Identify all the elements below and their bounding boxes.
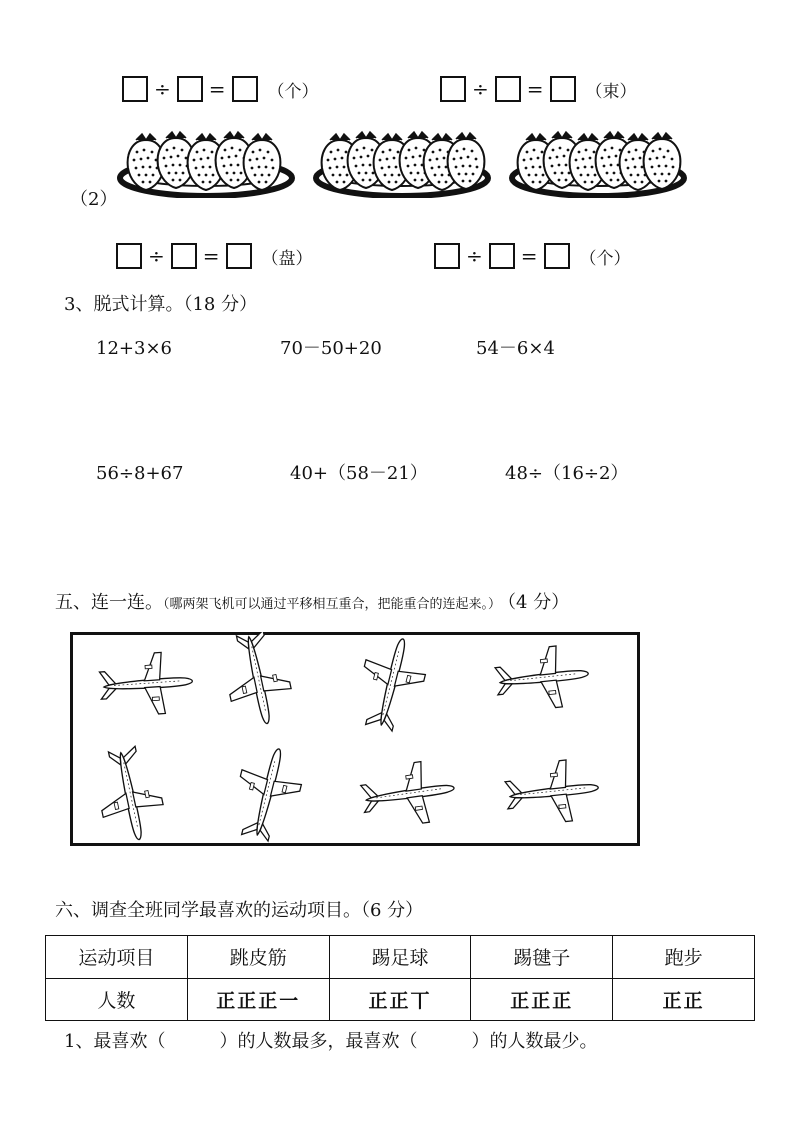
answer-box[interactable] <box>489 243 515 269</box>
section5-heading-row <box>55 594 569 612</box>
section6-heading: 六、调查全班同学最喜欢的运动项目。（6 分） <box>55 900 424 921</box>
airplane-1[interactable] <box>98 650 194 717</box>
section5-heading: 五、连一连。 <box>55 592 163 613</box>
problem-5: 40+（58－21） <box>290 463 428 484</box>
problem-2: 70－50+20 <box>280 338 382 359</box>
problem-3: 54－6×4 <box>476 338 555 359</box>
divide-sign: ÷ <box>154 77 171 101</box>
airplane-5[interactable] <box>90 743 169 846</box>
answer-box[interactable] <box>550 76 576 102</box>
row-label-cell: 人数 <box>46 978 188 1021</box>
tally-cell: 正正丅 <box>329 978 471 1021</box>
airplane-7[interactable] <box>359 758 459 831</box>
division-equation-3 <box>116 243 313 269</box>
equals-sign: = <box>202 244 220 268</box>
plate-2 <box>316 132 488 196</box>
survey-table <box>45 935 755 1021</box>
airplane-3[interactable] <box>351 632 433 736</box>
tally-cell: 正正 <box>613 978 755 1021</box>
sport-cell: 跑步 <box>613 936 755 979</box>
equals-sign: = <box>520 244 538 268</box>
divide-sign: ÷ <box>472 77 489 101</box>
answer-box[interactable] <box>440 76 466 102</box>
plate-1 <box>120 132 292 196</box>
airplane-4[interactable] <box>493 643 591 713</box>
answer-box[interactable] <box>116 243 142 269</box>
answer-box[interactable] <box>177 76 203 102</box>
section5-instruction: （哪两架飞机可以通过平移相互重合，把能重合的连起来。） <box>163 597 502 612</box>
unit-label: （束） <box>585 81 637 102</box>
equals-sign: = <box>526 77 544 101</box>
equals-sign: = <box>208 77 226 101</box>
answer-box[interactable] <box>171 243 197 269</box>
section6-question1: 1、最喜欢（ ）的人数最多，最喜欢（ ）的人数最少。 <box>64 1031 598 1052</box>
strawberry-plates <box>110 118 710 198</box>
airplane-8[interactable] <box>503 757 601 827</box>
division-equation-2 <box>440 76 637 102</box>
divide-sign: ÷ <box>466 244 483 268</box>
table-row <box>46 978 755 1021</box>
section5-score: （4 分） <box>507 592 570 613</box>
plate-3 <box>512 132 684 196</box>
header-cell: 运动项目 <box>46 936 188 979</box>
answer-box[interactable] <box>232 76 258 102</box>
tally-cell: 正正正一 <box>187 978 329 1021</box>
unit-label: （盘） <box>261 248 313 269</box>
airplanes <box>70 632 640 846</box>
problem-1: 12+3×6 <box>96 338 172 359</box>
unit-label: （个） <box>579 248 631 269</box>
answer-box[interactable] <box>544 243 570 269</box>
table-row <box>46 936 755 979</box>
sport-cell: 踢毽子 <box>471 936 613 979</box>
answer-box[interactable] <box>434 243 460 269</box>
answer-box[interactable] <box>495 76 521 102</box>
answer-box[interactable] <box>226 243 252 269</box>
section3-heading: 3、脱式计算。（18 分） <box>64 294 258 315</box>
subquestion-label: （2） <box>70 189 118 210</box>
sport-cell: 踢足球 <box>329 936 471 979</box>
division-equation-4 <box>434 243 631 269</box>
division-equation-1 <box>122 76 319 102</box>
airplane-2[interactable] <box>218 632 297 730</box>
answer-box[interactable] <box>122 76 148 102</box>
problem-4: 56÷8+67 <box>96 463 184 484</box>
sport-cell: 跳皮筋 <box>187 936 329 979</box>
unit-label: （个） <box>267 81 319 102</box>
airplane-6[interactable] <box>227 741 309 845</box>
tally-cell: 正正正 <box>471 978 613 1021</box>
problem-6: 48÷（16÷2） <box>505 463 629 484</box>
divide-sign: ÷ <box>148 244 165 268</box>
